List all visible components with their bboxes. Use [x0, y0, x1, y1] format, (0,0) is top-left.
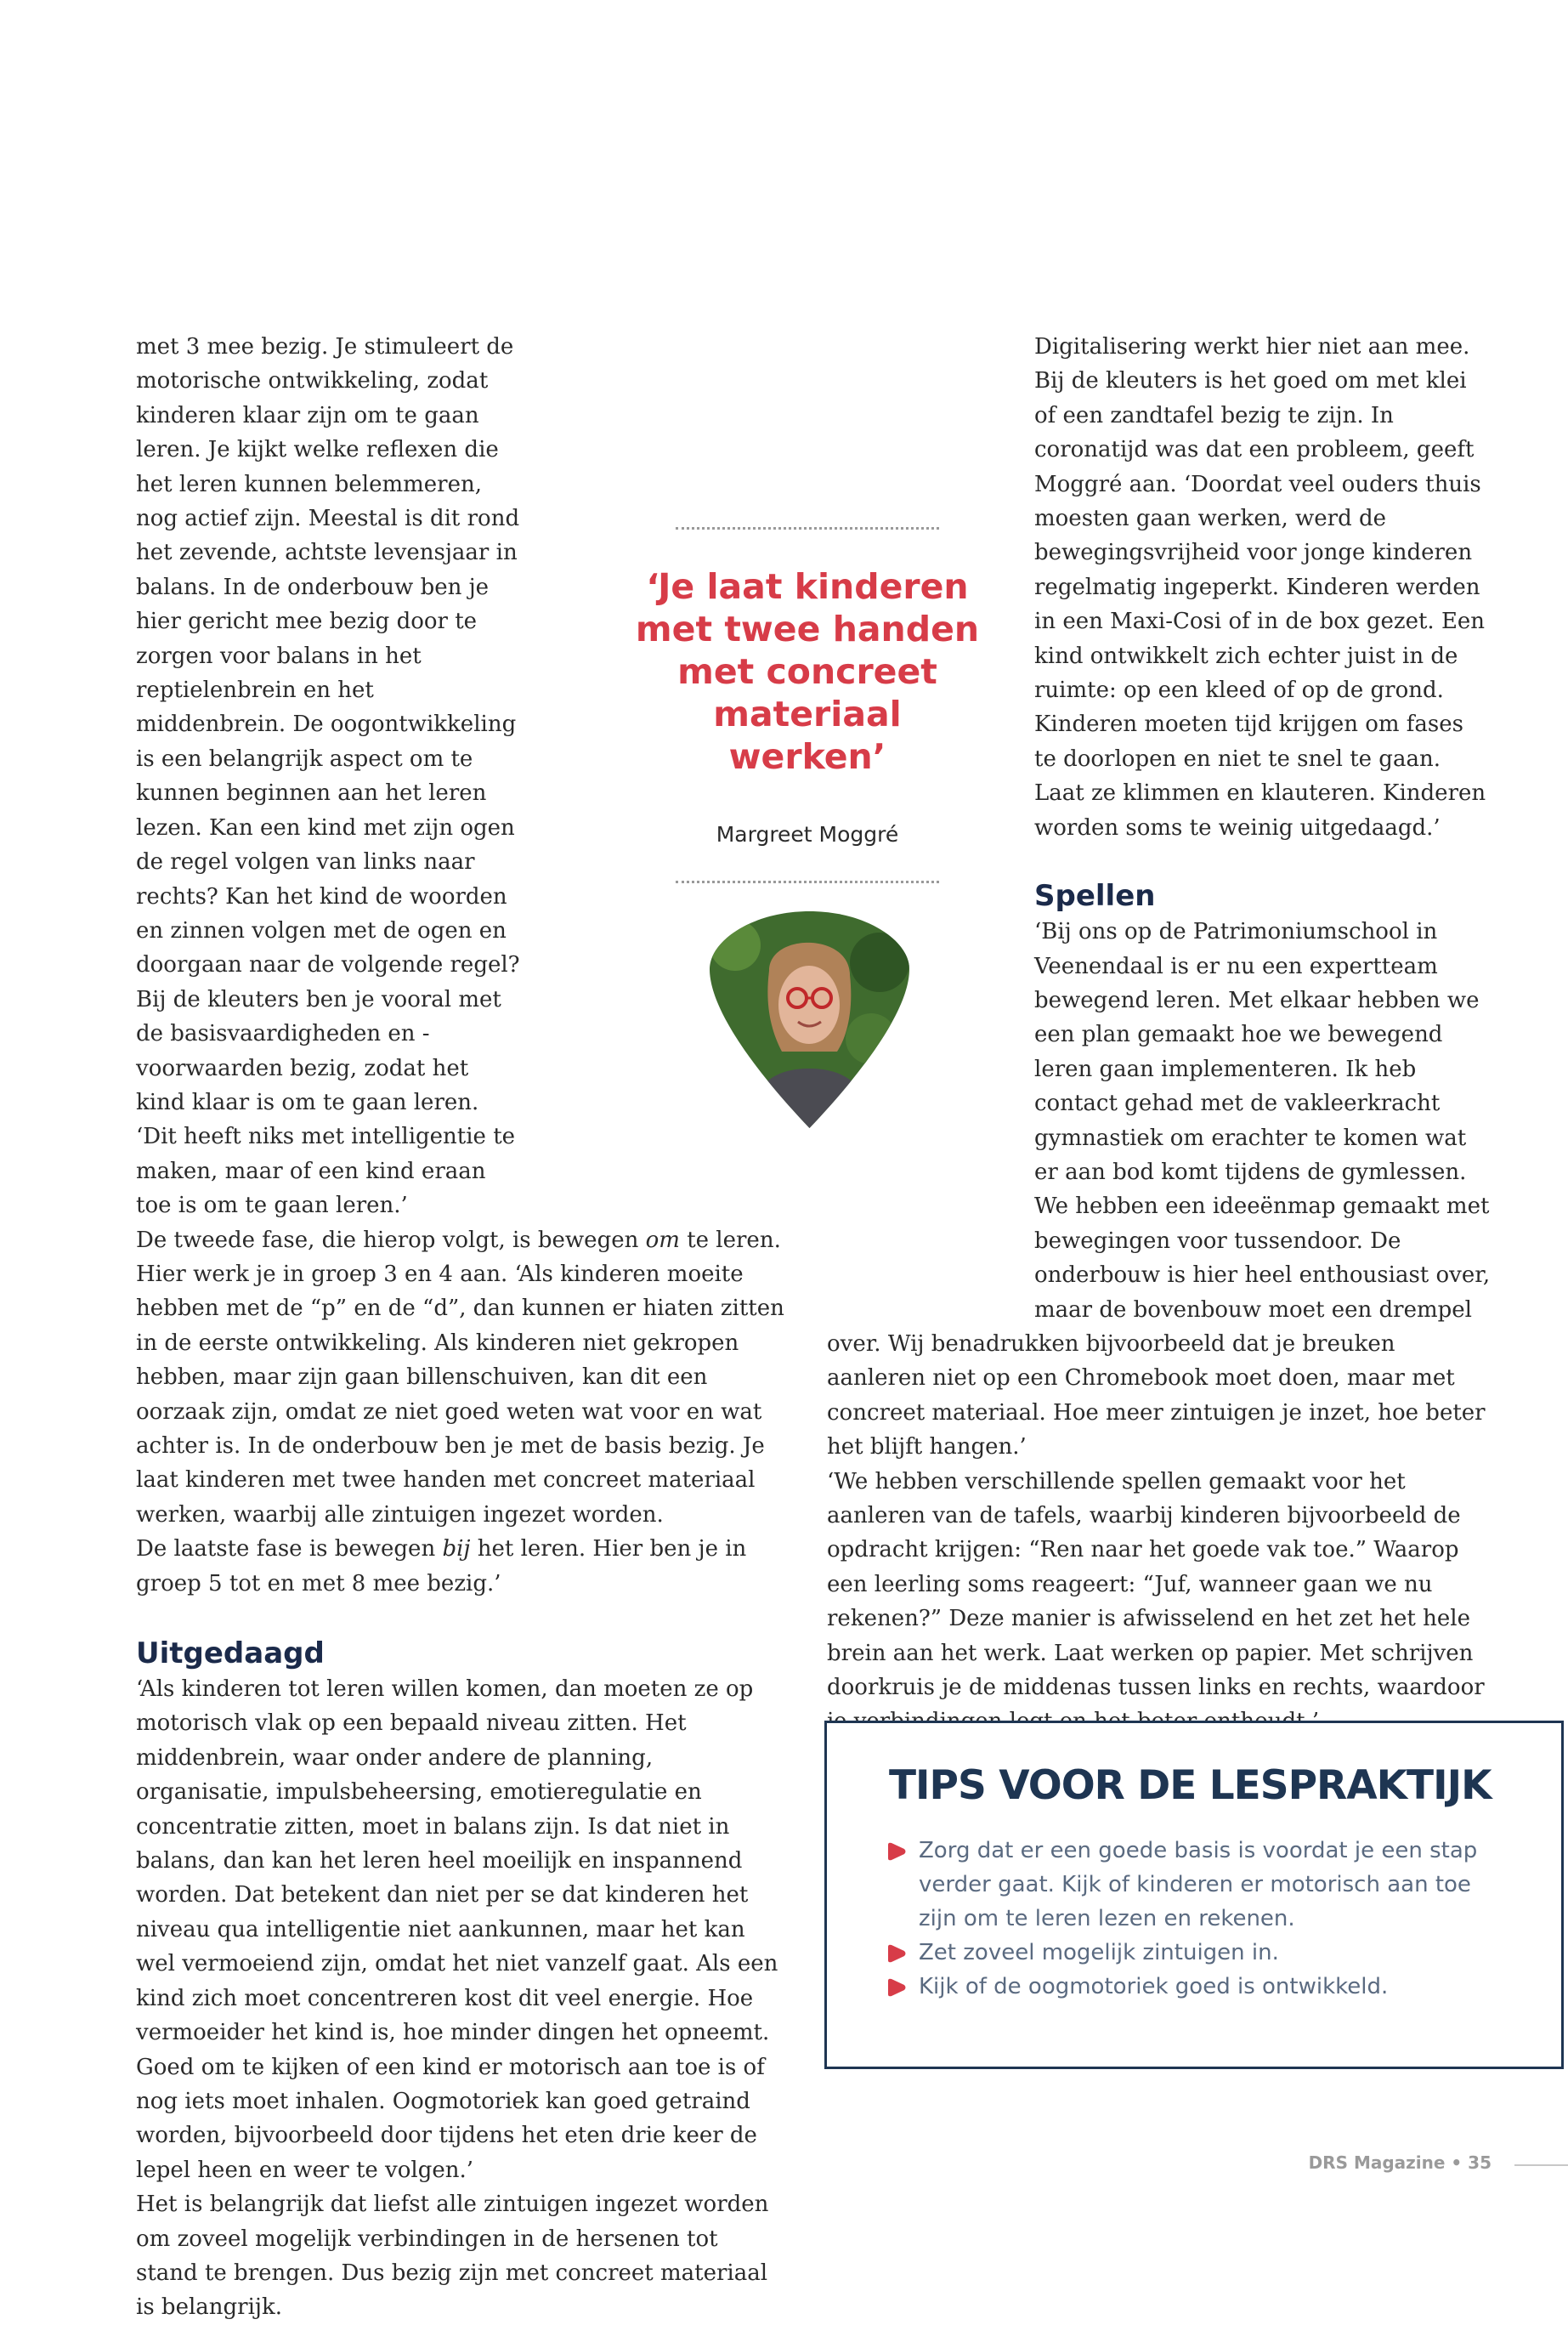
bullet-icon [886, 1842, 907, 1861]
bullet-icon [886, 1978, 907, 1997]
bullet-icon [886, 1944, 907, 1963]
tips-box [824, 1721, 1564, 2069]
tips-list [886, 1834, 1481, 2004]
foliage-shape [850, 933, 909, 992]
left-paragraph-5: Het is belangrijk dat liefst alle zintuigen ingezet worden om zoveel mogelijk verbindingen in de hersenen tot stand te brengen. Dus bezig zijn met concreet materiaal is belangrijk. [136, 2192, 769, 2321]
tip-text: Zet zoveel mogelijk zintuigen in. [919, 1940, 1279, 1965]
left-paragraph-3: De laatste fase is bewegen bij het leren. Hier ben je in groep 5 tot en met 8 mee bezig.’ [136, 1536, 747, 1596]
pullquote-text: ‘Je laat kinderen met twee handen met concreet materiaal werken’ [635, 566, 980, 777]
tip-text: Kijk of de oogmotoriek goed is ontwikkeld. [919, 1974, 1389, 1999]
right-paragraph-3: ‘We hebben verschillende spellen gemaakt voor het aanleren van de tafels, waarbij kinderen bijvoorbeeld de opdracht krijgen: “Ren naar het goede vak toe.” Waarop een leerling soms reageert: “Juf, wanneer gaan we nu rekenen?” Deze manier is afwisselend en het zet het hele brein aan het werk. Laat werken op papier. Met schrijven doorkruis je de middenas tussen links en rechts, waardoor [827, 1468, 1485, 1701]
tips-title: TIPS VOOR DE LESPRAKTIJK [889, 1762, 1492, 1809]
foliage-shape [846, 1013, 897, 1064]
foliage-shape [710, 920, 761, 971]
dotted-divider-top [676, 527, 939, 530]
tip-item [886, 1936, 1481, 1970]
left-paragraph-1: met 3 mee bezig. Je stimuleert de motorische ontwikkeling, zodat kinderen klaar zijn om te gaan leren. Je kijkt welke reflexen die het leren kunnen belemmeren, nog actief zijn. Meestal is dit rond het zevende, achtste levensjaar in balans. In de onderbouw ben je hier gericht mee bezig door te zorgen voor balans in het reptielenbrein en het middenbrein. De oogontwikkeling is een belangrijk aspect om te kunnen beginnen aan het leren lezen. Kan een kind met zijn ogen de regel volgen van links naar rechts? Kan het kind de woorden en zinnen volgen met de ogen en doorgaan naar de volgende regel? Bij de kleuters ben je vooral met de basisvaardigheden en -voorwaarden bezig, zodat het kind klaar is om te gaan leren. ‘Dit heeft niks met intelligentie te maken, maar of een kind eraan toe is om te gaan leren.’ [136, 334, 520, 1219]
pullquote-author: Margreet Moggré [716, 822, 899, 847]
tip-item [886, 1834, 1481, 1936]
author-portrait [710, 911, 909, 1128]
dotted-divider-bottom [676, 881, 939, 883]
right-paragraph-2: ‘Bij ons op de Patrimoniumschool in Veenendaal is er nu een expertteam bewegend leren. Met elkaar hebben we een plan gemaakt hoe we bewegend leren gaan implementeren. Ik heb contact gehad met de vakleerkracht gymnastiek om erachter te komen wat er aan bod komt tijdens de gymlessen. We hebben een ideeënmap gemaakt met bewegingen voor tussendoor. De onderbouw is hier heel enthousiast over, maar de bovenbouw moet een drempel over. Wij benadrukken bijvoorbeeld dat je breuken aanleren niet op een Chromebook moet doen, maar met concreet materiaal. Hoe meer zintuigen je inzet, hoe beter het blijft hangen.’ [827, 919, 1491, 1460]
pullquote [629, 527, 986, 883]
footer-rule [1514, 2164, 1568, 2166]
left-paragraph-4: ‘Als kinderen tot leren willen komen, dan moeten ze op motorisch vlak op een bepaald niveau zitten. Het middenbrein, waar onder andere de planning, organisatie, impulsbeheersing, emotieregulatie en concentratie zitten, moet in balans zijn. Is dat niet in balans, dan kan het leren heel moeilijk en inspannend worden. Dat betekent dan niet per se dat kinderen het niveau qua intelligentie niet aankunnen, maar het kan wel vermoeiend zijn, omdat het niet vanzelf gaat. Als een kind zich moet concentreren kost dit veel energie. Hoe vermoeider het kind is, hoe minder dingen het opneemt. Goed om te kijken of een kind er motorisch aan toe is of nog iets moet inhalen. Oogmotoriek kan goed getraind worden, bijvoorbeeld door tijdens het eten drie keer de lepel heen en weer te volgen.’ [136, 1676, 778, 2183]
tip-item [886, 1970, 1481, 2004]
page-footer: DRS Magazine • 35 [1308, 2152, 1492, 2173]
portrait-shirt [744, 1069, 875, 1128]
right-paragraph-1: Digitalisering werkt hier niet aan mee. Bij de kleuters is het goed om met klei of een zandtafel bezig te zijn. In coronatijd was dat een probleem, geeft Moggré aan. ‘Doordat veel ouders thuis moesten gaan werken, werd de bewegingsvrijheid voor jonge kinderen regelmatig ingeperkt. Kinderen werden in een Maxi-Cosi of in de box gezet. Een kind ontwikkelt zich echter juist in de ruimte: op een kleed of op de grond. Kinderen moeten tijd krijgen om fases te doorlopen en niet te snel te gaan. Laat ze klimmen en klauteren. Kinderen worden soms te weinig uitgedaagd.’ [1034, 334, 1486, 841]
tip-text: Zorg dat er een goede basis is voordat je een stap verder gaat. Kijk of kinderen er motorisch aan toe zijn om te leren lezen en rekenen. [919, 1838, 1478, 1931]
heading-spellen: Spellen [1034, 879, 1156, 914]
left-paragraph-2: De tweede fase, die hierop volgt, is bewegen om te leren. Hier werk je in groep 3 en 4 aan. ‘Als kinderen moeite hebben met de “p” en de “d”, dan kunnen er hiaten zitten in de eerste ontwikkeling. Als kinderen niet gekropen hebben, maar zijn gaan billenschuiven, kan dit een oorzaak zijn, omdat ze niet goed weten wat voor en wat achter is. In de onderbouw ben je met de basis bezig. Je laat kinderen met twee handen met concreet materiaal werken, waarbij alle zintuigen ingezet worden. [136, 1227, 784, 1528]
heading-uitgedaagd: Uitgedaagd [136, 1636, 325, 1671]
